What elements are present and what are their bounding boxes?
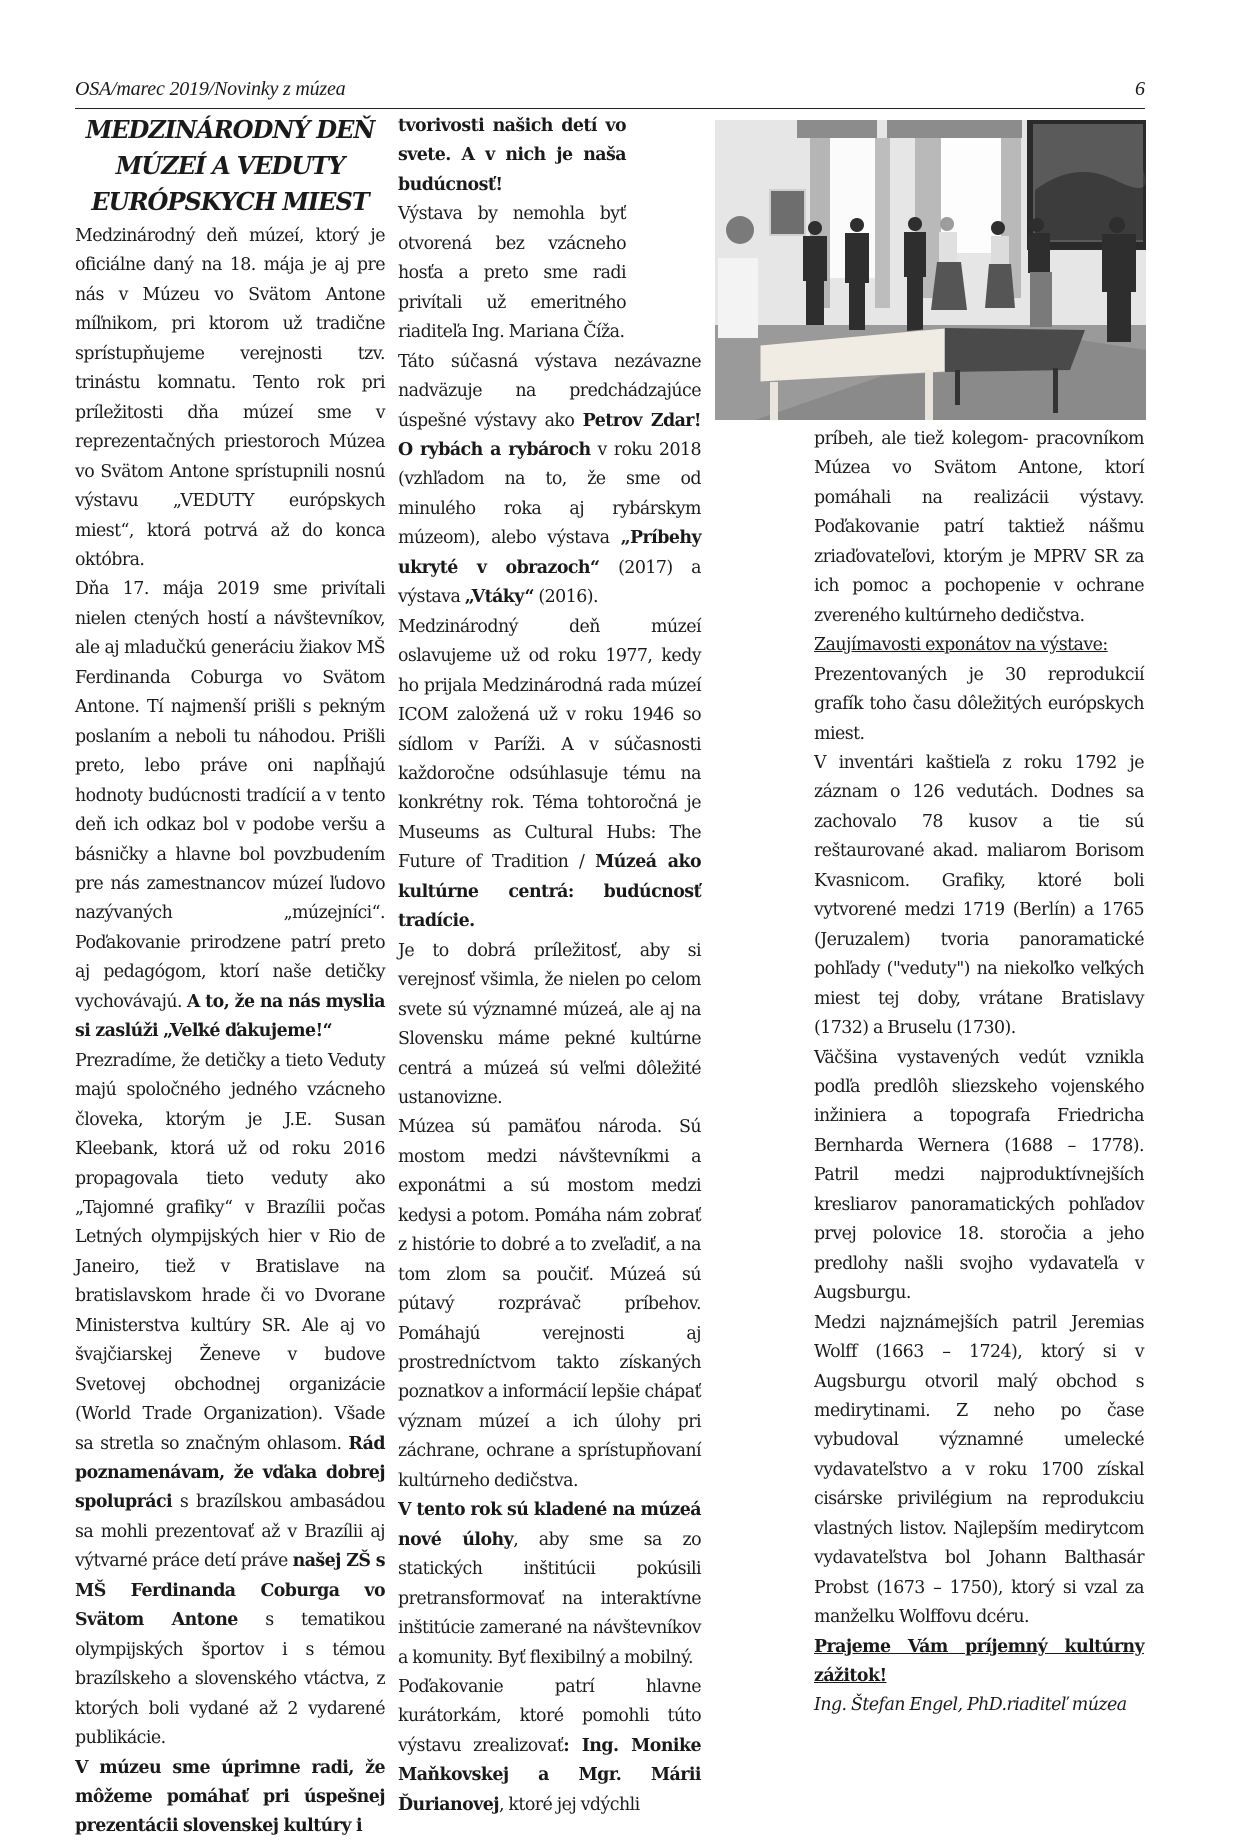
paragraph: Medzinárodný deň múzeí, ktorý je oficiálne daný na 18. mája je aj pre nás v Múzeu vo Svätom Antone míľnikom, pri ktorom už tradične sprístupňujeme verejnosti tzv. trinástu komnatu. Tento rok pri príležitosti dňa múzeí sme v reprezentačných priestoroch Múzea vo Svätom Antone sprístupnili nosnú výstavu „VEDUTY európskych miest“, ktorá potrvá až do konca októbra. [75, 226, 385, 570]
paragraph-text: s tematikou olympijských športov i s témou brazílskeho a slovenského vtáctva, z ktorých boli vydané až 2 vydarené publikácie. [75, 1610, 385, 1749]
paragraph: Prezentovaných je 30 reprodukcií grafík toho času dôležitých európskych miest. [814, 664, 1144, 744]
author-signature: Ing. Štefan Engel, PhD.riaditeľ múzea [814, 1695, 1127, 1716]
paragraph-text: , aby sme sa zo statických inštitúcii pokúsili pretransformovať na interaktívne inštitúcie zamerané na návštevníkov a komunity. Byť flexibilný a mobilný. [398, 1529, 701, 1668]
paragraph-text: Medzinárodný deň múzeí oslavujeme už od roku 1977, kedy ho prijala Medzinárodná rada múzeí ICOM založená už v roku 1946 so sídlom v Paríži. A v súčasnosti každoročne odsúhlasuje tému na konkrétny rok. Téma tohtoročná je Museums as Cultural Hubs: The Future of Tradition / [398, 616, 701, 873]
running-title: OSA/marec 2019/Novinky z múzea [75, 78, 346, 100]
paragraph: V inventári kaštieľa z roku 1792 je záznam o 126 vedutách. Dodnes sa zachovalo 78 kusov a tie sú reštaurované akad. maliarom Borisom Kvasnicom. Grafiky, ktoré boli vytvorené medzi 1719 (Berlín) a 1765 (Jeruzalem) tvoria panoramatické pohľady ("veduty") na niekoľko veľkých miest tej doby, vrátane Bratislavy (1732) a Bruselu (1730). [814, 752, 1144, 1039]
paragraph [75, 1754, 385, 1842]
paragraph-text: Táto súčasná výstava nezávazne nadväzuje na predchádzajúce úspešné výstavy ako [398, 351, 701, 431]
paragraph [398, 1673, 701, 1820]
paragraph-text: s brazílskou ambasádou sa mohli prezentovať až v Brazílii aj výtvarné práce detí práve [75, 1492, 385, 1572]
article-title [75, 112, 385, 220]
paragraph: Múzea sú pamäťou národa. Sú mostom medzi návštevníkmi a exponátmi a sú mostom medzi kedysi a potom. Pomáha nám zobrať z histórie to dobré a to zveľadiť, a na tom zlom sa poučiť. Múzeá sú pútavý rozprávač príbehov. Pomáhajú verejnosti aj prostredníctvom takto získaných poznatkov a informácií lepšie chápať význam múzeí a ich úlohy pri záchrane, ochrane a sprístupňovaní kultúrneho dedičstva. [398, 1117, 701, 1491]
section-subheading: Zaujímavosti exponátov na výstave: [814, 635, 1108, 656]
paragraph: príbeh, ale tiež kolegom- pracovníkom Múzea vo Svätom Antone, ktorí pomáhali na realizácii výstavy. Poďakovanie patrí taktiež nášmu zriaďovateľovi, ktorým je MPRV SR za ich pomoc a pochopenie v ochrane zvereného kultúrneho dedičstva. [814, 429, 1144, 626]
running-header [75, 78, 1145, 109]
column-1 [75, 112, 385, 1842]
paragraph: Výstava by nemohla byť otvorená bez vzácneho hosťa a preto sme radi privítali už emeritného riaditeľa Ing. Mariana Číža. [398, 204, 626, 343]
paragraph [398, 1496, 701, 1673]
paragraph-text: (2017) a výstava [398, 557, 701, 608]
paragraph [398, 112, 626, 200]
emphasis-text: V tento rok sú kladené na múzeá nové úlohy [398, 1500, 701, 1550]
paragraph: Je to dobrá príležitosť, aby si verejnosť všimla, že nielen po celom svete sú významné múzeá, ale aj na Slovensku máme pekné kultúrne centrá a múzeá sú veľmi dôležité ustanovizne. [398, 940, 701, 1108]
paragraph: Medzi najznámejších patril Jeremias Wolff (1663 – 1724), ktorý si v Augsburgu otvoril malý obchod s medirytinami. Z neho po čase vybudoval významné umelecké vydavateľstvo a v roku 1700 získal cisárske privilégium na reprodukciu vlastných listov. Najlepším medirytcom vydavateľstva bol Johann Balthasár Probst (1673 – 1750), ktorý si vzal za manželku Wolffovu dcéru. [814, 1312, 1144, 1628]
column-3 [814, 425, 1144, 1721]
title-line-2: MÚZEÍ A VEDUTY [115, 151, 345, 180]
emphasis-text: „Príbehy ukryté v obrazoch“ [398, 528, 701, 578]
paragraph-text: v roku 2018 (vzhľadom na to, že sme od minulého roka aj rybárskym múzeom), alebo výstava [398, 439, 701, 549]
paragraph-text: , ktoré jej vdýchli [498, 1794, 640, 1815]
paragraph [75, 1047, 385, 1754]
emphasis-text: A to, že na nás myslia si zaslúži „Veľké ďakujeme!“ [75, 991, 385, 1042]
emphasis-text: „Vtáky“ [464, 587, 534, 608]
paragraph [75, 575, 385, 1046]
title-line-1: MEDZINÁRODNÝ DEŇ [85, 115, 375, 144]
paragraph [398, 348, 701, 613]
emphasis-text: tvorivosti našich detí vo svete. A v nich je naša budúcnosť! [398, 116, 626, 195]
paragraph: Väčšina vystavených vedút vznikla podľa predlôh sliezskeho vojenského inžiniera a topografa Friedricha Bernharda Wernera (1688 – 1778). Patril medzi najproduktívnejších kresliarov panoramatických pohľadov prvej polovice 18. storočia a jeho predlohy našli svojho vydavateľa v Augsburgu. [814, 1047, 1144, 1304]
emphasis-text: Petrov Zdar! O rybách a rybároch [398, 410, 701, 460]
paragraph-text: (2016). [533, 587, 598, 608]
paragraph-text: Prezradíme, že detičky a tieto Veduty majú spoločného jedného vzácneho človeka, ktorým je J.E. Susan Kleebank, ktorá už od roku 2016 propagovala tieto veduty ako „Tajomné grafiky“ v Brazílii počas Letných olympijských hier v Rio de Janeiro, tiež v Bratislave na bratislavskom hrade či vo Dvorane Ministerstva kultúry SR. Ale aj vo švajčiarskej Ženeve v budove Svetovej obchodnej organizácie (World Trade Organization). Všade sa stretla so značným ohlasom. [75, 1050, 385, 1454]
emphasis-text: Rád poznamenávam, že vďaka dobrej spolupráci [75, 1433, 385, 1513]
emphasis-text: V múzeu sme úprimne radi, že môžeme pomáhať pri úspešnej prezentácii slovenskej kultúry i [75, 1757, 385, 1837]
paragraph-text: Poďakovanie patrí hlavne kurátorkám, ktoré pomohli túto výstavu zrealizovať [398, 1677, 701, 1756]
title-line-3: EURÓPSKYCH MIEST [91, 187, 369, 216]
photo-illustration [715, 120, 1146, 420]
page-number: 6 [1135, 78, 1145, 100]
emphasis-text: našej ZŠ s MŠ Ferdinanda Coburga vo Svätom Antone [75, 1551, 385, 1631]
paragraph-text: Dňa 17. mája 2019 sme privítali nielen ctených hostí a návštevníkov, ale aj mladučkú generáciu žiakov MŠ Ferdinanda Coburga vo Svätom Antone. Tí najmenší prišli s pekným poslaním a neboli tu náhodou. Prišli preto, lebo práve oni napĺňajú hodnoty budúcnosti tradícií a v tento deň ich odkaz bol v podobe veršu a básničky a hlavne bol povzbudením pre nás zamestnancov múzeí ľudovo nazývaných „múzejníci“. Poďakovanie prirodzene patrí preto aj pedagógom, ktorí naše detičky vychovávajú. [75, 579, 385, 1012]
exhibition-photo [715, 120, 1146, 420]
emphasis-text: Múzeá ako kultúrne centrá: budúcnosť tradície. [398, 852, 701, 932]
paragraph [398, 613, 701, 937]
closing-wish [814, 1633, 1144, 1692]
column-2 [398, 112, 701, 1820]
emphasis-text: Prajeme Vám príjemný kultúrny zážitok! [814, 1636, 1144, 1687]
emphasis-text: : Ing. Monike Maňkovskej a Mgr. Márii Ďurianovej [398, 1735, 702, 1815]
